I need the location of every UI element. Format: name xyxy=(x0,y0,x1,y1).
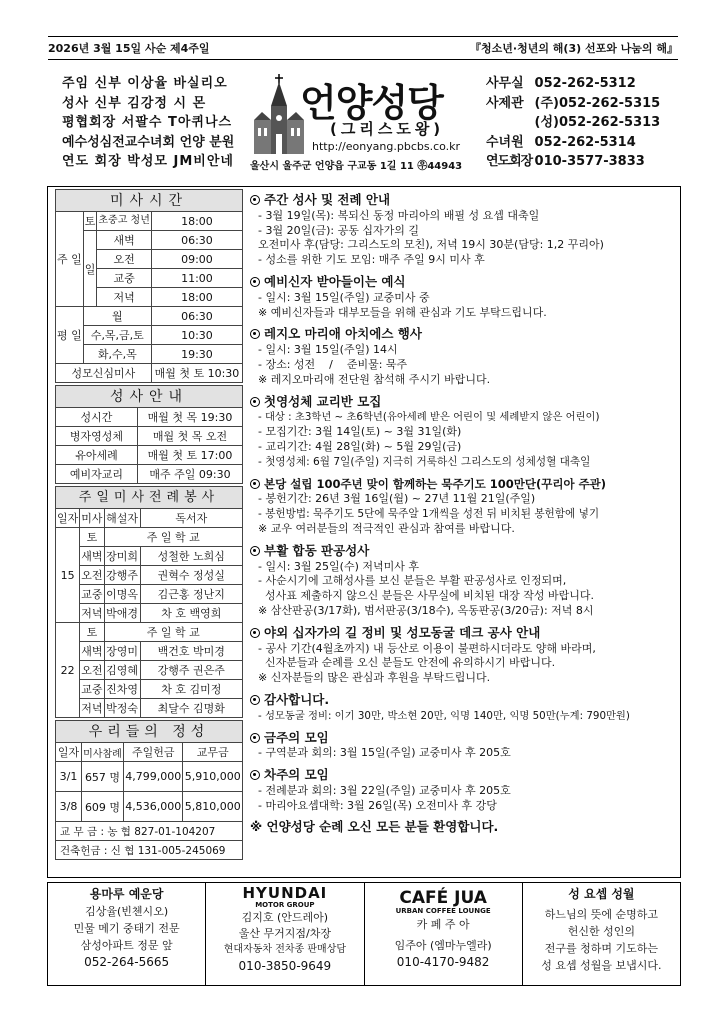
bullet-icon xyxy=(250,695,260,705)
bullet-icon xyxy=(250,329,260,339)
staff-row: 예수성심전교수녀회 언양 분원 xyxy=(62,134,235,150)
bullet-icon xyxy=(250,277,260,287)
contact-row: 연도회장 010-3577-3833 xyxy=(486,154,645,169)
ad-cafe: CAFÉ JUA URBAN COFFEE LOUNGE 카 페 주 아 임주아 (엠마누엘라) 010-4170-9482 xyxy=(365,883,523,985)
offering-header: 우리들의 정성 xyxy=(55,720,243,742)
parish-subtitle: (그리스도왕) xyxy=(330,120,445,138)
notice-block: 첫영성체 교리반 모집 - 대상 : 초3학년 ~ 초6학년(유아세례 받은 어린이 및 세례받지 않은 어린이) - 모집기간: 3월 14일(토) ~ 3월 31일(화) - 교리기간: 4월 28일(화) ~ 5월 29일(금) - 첫영성체: 6월 7일(주일) 지극히 거룩하신 그리스도의 성체성혈 대축일 xyxy=(250,395,682,470)
contact-row: 사제관 (주)052-262-5315 xyxy=(486,95,661,111)
ad-restaurant: 용마루 예운당 김상율(빈첸시오) 민물 메기 중태기 전문 삼성아파트 정문 앞 052-264-5665 xyxy=(48,883,206,985)
notice-block: 부활 합동 판공성사 - 일시: 3월 25일(수) 저녁미사 후 - 사순시기에 고해성사를 보신 분들은 부활 판공성사로 인정되며, 성사표 제출하지 않으신 분들은 사무실에 비치된 대장 작성 바랍니다. ※ 삼산판공(3/17화), 범서판공(3/18수), 옥동판공(3/20금): 저녁 8시 xyxy=(250,544,682,619)
service-table: 일자 미사 해설자 독서자 15 토 주 일 학 교 새벽 장미희 성철한 노희심 오전 강행주 권혁수 정성실 교중 이명옥 김근홍 정난지 저녁 박애경 차 호 백영희 22 토 주 일 학 교 새벽 장영미 백건호 박미경 오전 김영혜 강행주 권은주 교중 진차영 차 호 김미정 저녁 박정숙 최달수 김명화 xyxy=(55,508,243,718)
staff-list xyxy=(62,74,234,172)
notice-block: 예비신자 받아들이는 예식 - 일시: 3월 15일(주일) 교중미사 중 ※ 예비신자들과 대부모들을 위해 관심과 기도 부탁드립니다. xyxy=(250,275,682,320)
service-header: 주일미사전례봉사 xyxy=(55,486,243,508)
parish-name: 언양성당 xyxy=(300,81,443,125)
footer-ads xyxy=(47,882,681,986)
notice-block: 금주의 모임 - 구역분과 회의: 3월 15일(주일) 교중미사 후 205호 xyxy=(250,731,682,762)
mass-times-header: 미사시간 xyxy=(55,189,243,211)
notice-block: 야외 십자가의 길 정비 및 성모동굴 데크 공사 안내 - 공사 기간(4월초까지) 내 등산로 이용이 불편하시더라도 양해 바라며, 신자분들과 순례를 오신 분들도 안전에 유의하시기 바랍니다. ※ 신자분들의 많은 관심과 후원을 부탁드립니다. xyxy=(250,626,682,686)
notice-block: 차주의 모임 - 전례분과 회의: 3월 22일(주일) 교중미사 후 205호 - 마리아요셉대학: 3월 26일(목) 오전미사 후 강당 xyxy=(250,768,682,813)
website-link[interactable]: http://eonyang.pbcbs.co.kr xyxy=(312,140,461,153)
bullet-icon xyxy=(250,397,260,407)
staff-row: 주임 신부 이상율 바실리오 xyxy=(62,76,228,91)
bullet-icon xyxy=(250,195,260,205)
staff-row: 연도 회장 박성모 JM비안네 xyxy=(62,154,234,169)
hyundai-logo: HYUNDAI xyxy=(242,884,328,902)
sacrament-header: 성사안내 xyxy=(55,385,243,407)
notice-block: 레지오 마리애 아치에스 행사 - 일시: 3월 15일(주일) 14시 - 장소: 성전 / 준비물: 묵주 ※ 레지오마리애 전단원 참석해 주시기 바랍니다. xyxy=(250,327,682,387)
staff-row: 성사 신부 김강정 시 몬 xyxy=(62,95,207,111)
notice-block: 주간 성사 및 전례 안내 - 3월 19일(목): 복되신 동정 마리아의 배필 성 요셉 대축일 - 3월 20일(금): 공동 십자가의 길 오전미사 후(담당: 그리스도의 모친), 저녁 19시 30분(담당: 1,2 꾸리아) - 성소를 위한 기도 모임: 매주 주일 9시 미사 후 xyxy=(250,193,682,268)
parish-address: 울산시 울주군 언양읍 구교동 1길 11 ㉾44943 xyxy=(250,161,463,172)
bullet-icon xyxy=(250,479,260,489)
cafe-logo: CAFÉ JUA xyxy=(399,888,487,908)
notice-block: 본당 설립 100주년 맞이 함께하는 묵주기도 100만단(꾸리아 주관) - 봉헌기간: 26년 3월 16일(월) ~ 27년 11월 21일(주일) - 봉헌방법: 묵주기도 5단에 묵주알 1개씩을 성전 뒤 비치된 봉헌함에 넣기 ※ 교우 여러분들의 적극적인 관심과 참여를 바랍니다. xyxy=(250,477,682,537)
mass-times-table: 주 일 토 초중고 청년 18:00 일 새벽 06:30 오전 09:00 교중 11:00 저녁 18:00 평 일 월 06:30 수,목,금,토 10:30 화,수,목 19:30 성모신심미사 매월 첫 토 10:30 xyxy=(55,211,243,383)
contact-row: (성)052-262-5313 xyxy=(534,115,661,130)
notice-block: 감사합니다. - 성모동굴 정비: 이기 30만, 박소현 20만, 익명 140만, 익명 50만(누계: 790만원) xyxy=(250,693,682,724)
contact-row: 수녀원 052-262-5314 xyxy=(486,134,636,150)
contact-list xyxy=(486,74,686,172)
left-column xyxy=(55,189,243,860)
bullet-icon xyxy=(250,628,260,638)
notices xyxy=(250,193,682,835)
bullet-icon xyxy=(250,733,260,743)
contact-row: 사무실 052-262-5312 xyxy=(486,76,636,91)
ad-joseph-month: 성 요셉 성월 하느님의 뜻에 순명하고 헌신한 성인의 전구를 청하며 기도하는 성 요셉 성월을 보냅시다. xyxy=(541,887,662,972)
ad-hyundai: HYUNDAI MOTOR GROUP 김지호 (안드레아) 울산 무거지점/차장 현대자동차 전차종 판매상담 010-3850-9649 xyxy=(206,883,364,985)
bullet-icon xyxy=(250,770,260,780)
issue-date: 2026년 3월 15일 사순 제4주일 xyxy=(48,42,210,55)
staff-row: 평협회장 서팔수 T아퀴나스 xyxy=(62,115,233,130)
offering-table: 일자 미사참례 주일헌금 교무금 3/1 657 명 4,799,000 5,910,000 3/8 609 명 4,536,000 5,810,000 교 무 금 : 농 협 827-01-104207 건축헌금 : 신 협 131-005-245069 xyxy=(55,742,243,860)
top-bar xyxy=(48,36,678,60)
sacrament-table: 성시간 매월 첫 목 19:30 병자영성체 매월 첫 목 오전 유아세례 매월 첫 토 17:00 예비자교리 매주 주일 09:30 xyxy=(55,407,243,484)
year-theme: 『청소년·청년의 해(3) 선포와 나눔의 해』 xyxy=(470,42,678,55)
welcome-message: ※ 언양성당 순례 오신 모든 분들 환영합니다. xyxy=(250,819,499,835)
bullet-icon xyxy=(250,546,260,556)
